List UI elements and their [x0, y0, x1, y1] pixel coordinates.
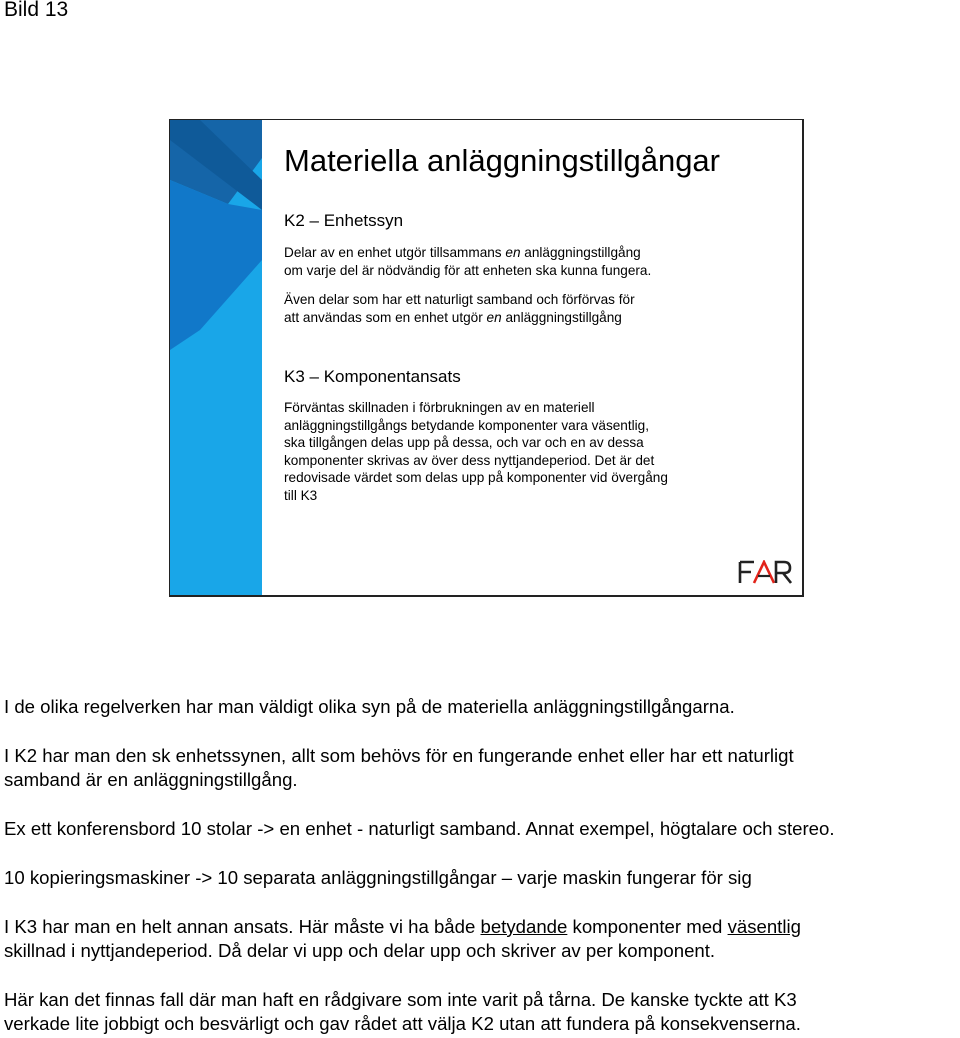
k3-line: ska tillgången delas upp på dessa, och var och en av dessa [284, 435, 644, 450]
far-logo [738, 560, 792, 584]
k3-line: anläggningstillgångs betydande komponenter vara väsentlig, [284, 417, 650, 433]
paragraph-1: I de olika regelverken har man väldigt olika syn på de materiella anläggningstillgångarna. [4, 696, 735, 717]
underlined-vasentlig: väsentlig [727, 916, 801, 937]
slide-decoration [170, 120, 262, 595]
k2-paragraph-2 [284, 291, 784, 326]
slide [169, 119, 804, 597]
k3-paragraph [284, 399, 784, 504]
underlined-betydande: betydande [480, 916, 568, 937]
slide-title: Materiella anläggningstillgångar [284, 143, 720, 178]
k2-p1-line1: Delar av en enhet utgör tillsammans en anläggningstillgång [284, 245, 641, 260]
paragraph-6: Här kan det finnas fall där man haft en rådgivare som inte varit på tårna. De kanske tyckte att K3 verkade lite jobbigt och besvärligt och gav rådet att välja K2 utan att fundera på konsekvenserna. [4, 989, 801, 1034]
page-label: Bild 13 [4, 0, 69, 21]
k3-line: komponenter skrivas av över dess nyttjandeperiod. Det är det [284, 452, 655, 468]
k2-p2-line1: Även delar som har ett naturligt samband och förförvas för [284, 292, 635, 307]
k2-p2-line2: att användas som en enhet utgör en anläggningstillgång [284, 309, 622, 325]
paragraph-2: I K2 har man den sk enhetssynen, allt som behövs för en fungerande enhet eller har ett naturligt samband är en anläggningstillgång. [4, 745, 794, 790]
k3-heading: K3 – Komponentansats [284, 367, 461, 386]
k3-line: till K3 [284, 487, 318, 503]
k3-line: redovisade värdet som delas upp på komponenter vid övergång [284, 470, 668, 485]
paragraph-3: Ex ett konferensbord 10 stolar -> en enhet - naturligt samband. Annat exempel, högtalare och stereo. [4, 818, 835, 839]
k2-heading: K2 – Enhetssyn [284, 211, 404, 230]
paragraph-4: 10 kopieringsmaskiner -> 10 separata anläggningstillgångar – varje maskin fungerar för sig [4, 867, 752, 888]
k2-p1-line2: om varje del är nödvändig för att enheten ska kunna fungera. [284, 262, 652, 278]
k2-paragraph-1 [284, 244, 784, 279]
paragraph-5: I K3 har man en helt annan ansats. Här måste vi ha både betydande komponenter med väsentlig skillnad i nyttjandeperiod. Då delar vi upp och delar upp och skriver av per komponent. [4, 916, 801, 961]
k3-line: Förväntas skillnaden i förbrukningen av en materiell [284, 400, 595, 415]
